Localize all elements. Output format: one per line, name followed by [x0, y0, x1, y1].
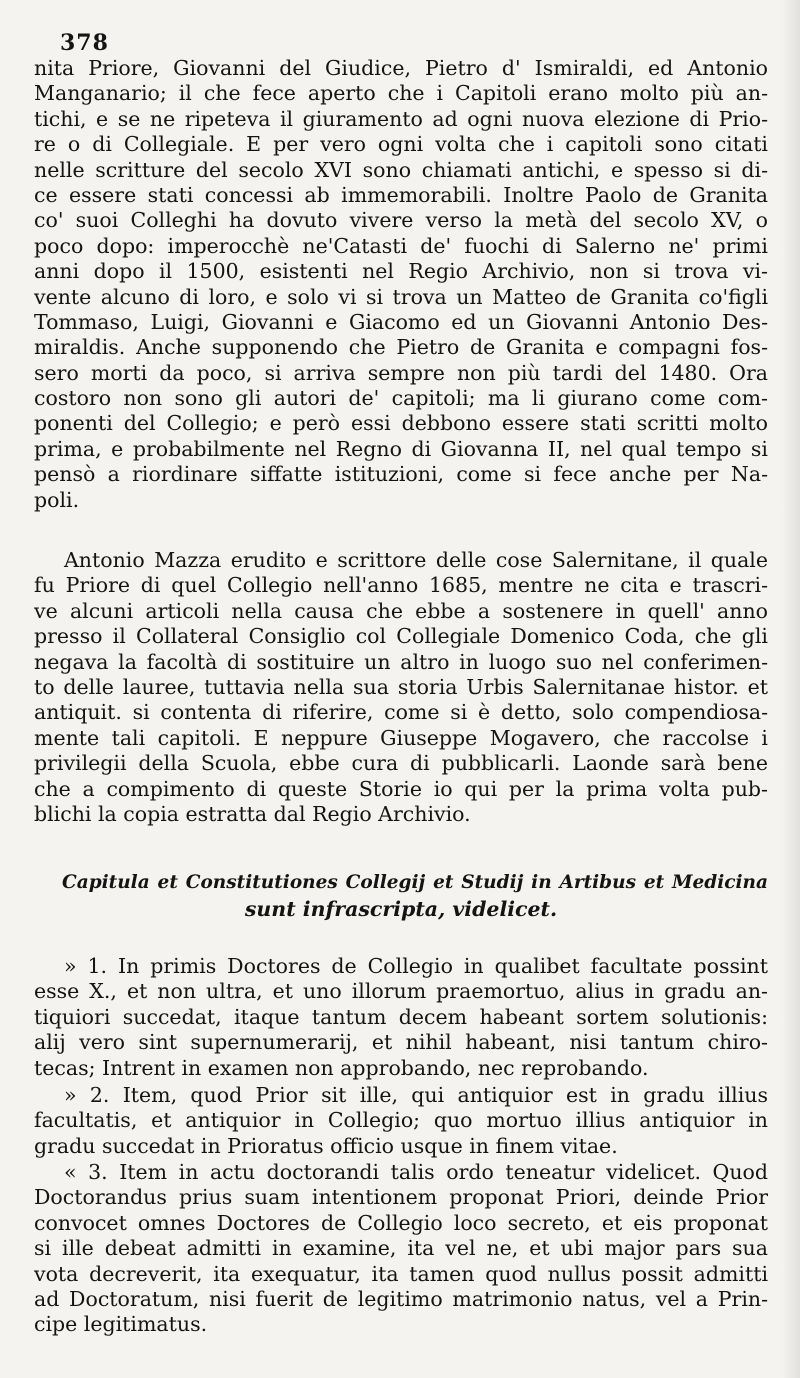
text-line: sero morti da poco, si arriva sempre non più tardi del 1480. Ora: [34, 360, 768, 385]
text-line: ve alcuni articoli nella causa che ebbe a sostenere in quell' anno: [34, 598, 768, 623]
text-line: esse X., et non ultra, et uno illorum praemortuo, alius in gradu an-: [34, 979, 768, 1004]
text-line: si ille debeat admitti in examine, ita vel ne, et ubi major pars sua: [34, 1236, 768, 1261]
heading-line: sunt infrascripta, videlicet.: [244, 897, 558, 921]
article-2: [34, 1083, 768, 1159]
text-line: ad Doctoratum, nisi fuerit de legitimo matrimonio natus, vel a Prin-: [34, 1286, 768, 1311]
text-line: Tommaso, Luigi, Giovanni e Giacomo ed un Giovanni Antonio Des-: [34, 309, 768, 334]
page-edge-shadow: [782, 0, 800, 1378]
text-line: pensò a riordinare siffatte istituzioni, come si fece anche per Na-: [34, 462, 768, 487]
text-line: nelle scritture del secolo XVI sono chiamati antichi, e spesso si di-: [34, 157, 768, 182]
text-line: poco dopo: imperocchè ne'Catasti de' fuochi di Salerno ne' primi: [34, 233, 768, 258]
article-3: [34, 1160, 768, 1338]
text-line: convocet omnes Doctores de Collegio loco secreto, et eis proponat: [34, 1210, 768, 1235]
text-line: gradu succedat in Prioratus officio usque in finem vitae.: [34, 1133, 618, 1158]
text-line: co' suoi Colleghi ha dovuto vivere verso la metà del secolo XV, o: [34, 208, 768, 233]
text-line: vota decreverit, ita exequatur, ita tamen quod nullus possit admitti: [34, 1261, 768, 1286]
text-line: tichi, e se ne ripeteva il giuramento ad ogni nuova elezione di Prio-: [34, 106, 768, 131]
text-line: negava la facoltà di sostituire un altro in luogo suo nel conferimen-: [34, 649, 768, 674]
text-line: blichi la copia estratta dal Regio Archivio.: [34, 801, 471, 826]
text-line: » 1. In primis Doctores de Collegio in qualibet facultate possint: [64, 954, 768, 978]
text-line: mente tali capitoli. E neppure Giuseppe Mogavero, che raccolse i: [34, 725, 768, 750]
heading-line: Capitula et Constitutiones Collegij et Studij in Artibus et Medicina: [62, 872, 768, 893]
text-line: ponenti del Collegio; e però essi debbono essere stati scritti molto: [34, 411, 768, 436]
text-line: Antonio Mazza erudito e scrittore delle cose Salernitane, il quale: [64, 548, 768, 572]
text-line: miraldis. Anche supponendo che Pietro de Granita e compagni fos-: [34, 335, 768, 360]
text-line: alij vero sint supernumerarij, et nihil habeant, nisi tantum chiro-: [34, 1030, 768, 1055]
text-line: prima, e probabilmente nel Regno di Giovanna II, nel qual tempo si: [34, 436, 768, 461]
text-line: vente alcuno di loro, e solo vi si trova un Matteo de Granita co'figli: [34, 284, 768, 309]
text-line: « 3. Item in actu doctorandi talis ordo teneatur videlicet. Quod: [64, 1160, 768, 1184]
text-line: tecas; Intrent in examen non approbando, nec reprobando.: [34, 1055, 649, 1080]
text-line: re o di Collegiale. E per vero ogni volta che i capitoli sono citati: [34, 132, 768, 157]
text-line: facultatis, et antiquior in Collegio; quo mortuo illius antiquior in: [34, 1108, 768, 1133]
paragraph-continuation: [34, 56, 768, 513]
text-line: » 2. Item, quod Prior sit ille, qui antiquior est in gradu illius: [64, 1083, 768, 1107]
text-line: nita Priore, Giovanni del Giudice, Pietro d' Ismiraldi, ed Antonio: [34, 56, 768, 80]
text-line: costoro non sono gli autori de' capitoli; ma li giurano come com-: [34, 386, 768, 411]
text-line: cipe legitimatus.: [34, 1312, 208, 1337]
paragraph-mazza: [34, 548, 768, 827]
text-line: tiquiori succedat, itaque tantum decem habeant sortem solutionis:: [34, 1004, 768, 1029]
text-line: ce essere stati concessi ab immemorabili. Inoltre Paolo de Granita: [34, 182, 768, 207]
text-line: to delle lauree, tuttavia nella sua storia Urbis Salernitanae histor. et: [34, 674, 768, 699]
article-1: [34, 954, 768, 1081]
text-line: che a compimento di queste Storie io qui per la prima volta pub-: [34, 776, 768, 801]
text-line: anni dopo il 1500, esistenti nel Regio Archivio, non si trova vi-: [34, 259, 768, 284]
text-line: privilegii della Scuola, ebbe cura di pubblicarli. Laonde sarà bene: [34, 751, 768, 776]
page-number: 378: [60, 30, 109, 56]
text-line: Manganario; il che fece aperto che i Capitoli erano molto più an-: [34, 81, 768, 106]
text-line: fu Priore di quel Collegio nell'anno 1685, mentre ne cita e trascri-: [34, 573, 768, 598]
text-line: antiquit. si contenta di riferire, come si è detto, solo compendiosa-: [34, 700, 768, 725]
text-line: poli.: [34, 487, 80, 512]
text-line: presso il Collateral Consiglio col Collegiale Domenico Coda, che gli: [34, 624, 768, 649]
text-line: Doctorandus prius suam intentionem proponat Priori, deinde Prior: [34, 1185, 768, 1210]
section-heading: [34, 870, 768, 922]
